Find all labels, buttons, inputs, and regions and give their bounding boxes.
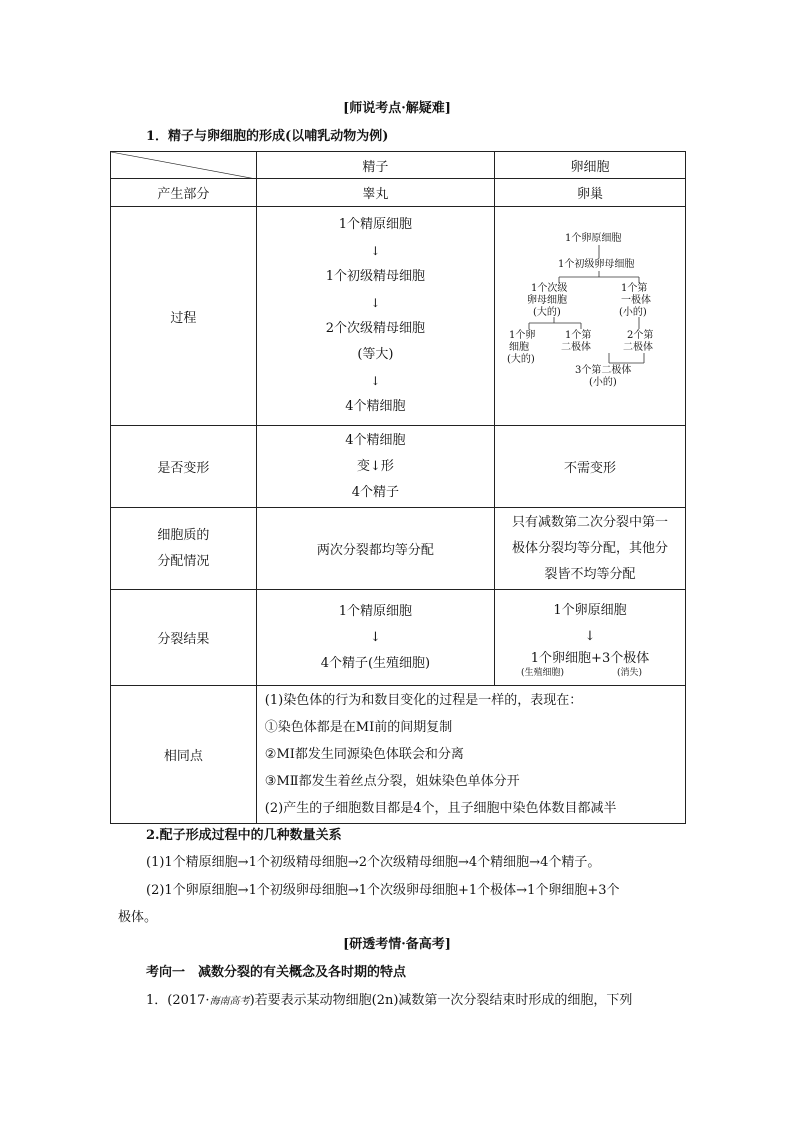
paragraph-2-cont: 极体。 <box>118 910 158 925</box>
node-second-polar-body-1b: 二极体 <box>561 342 591 353</box>
sub-note: (生殖细胞) <box>521 667 565 678</box>
node-egg-cell-2: 细胞 <box>509 342 529 353</box>
oogenesis-diagram <box>499 231 699 401</box>
cell-egg: 卵巢 <box>495 179 686 207</box>
table-header-row <box>111 152 686 179</box>
cell-egg-result <box>495 590 686 686</box>
row-label: 相同点 <box>111 686 257 824</box>
node-first-polar-body-2: 一极体 <box>621 295 651 306</box>
node-three-polar-bodies: 3个第二极体 <box>575 365 632 376</box>
step-sub <box>499 668 681 678</box>
heading-2: 2.配子形成过程中的几种数量关系 <box>146 828 342 843</box>
common-line: ②MⅠ都发生同源染色体联会和分离 <box>264 747 464 762</box>
row-label <box>111 508 257 590</box>
table-row <box>111 590 686 686</box>
cell-sperm-deform <box>256 426 494 508</box>
col-header-sperm: 精子 <box>256 152 494 179</box>
step: 4个精细胞 <box>345 432 406 448</box>
row-label: 分裂结果 <box>111 590 257 686</box>
sub-note: (消失) <box>617 667 643 678</box>
table-row <box>111 686 686 824</box>
table-row <box>111 426 686 508</box>
cell-sperm: 睾丸 <box>256 179 494 207</box>
common-line: (2)产生的子细胞数目都是4个，且子细胞中染色体数目都减半 <box>264 801 617 816</box>
node-secondary-oocyte-2: 卵母细胞 <box>527 295 567 306</box>
row-label-line: 分配情况 <box>157 553 210 569</box>
step: 1个卵细胞+3个极体 <box>530 650 650 666</box>
row-label: 是否变形 <box>111 426 257 508</box>
section-title-exam: [研透考情·备高考] <box>343 937 451 952</box>
common-line: ③MⅡ都发生着丝点分裂，姐妹染色单体分开 <box>264 774 520 789</box>
common-line: ①染色体都是在MⅠ前的间期复制 <box>264 720 453 735</box>
paragraph-2: (2)1个卵原细胞→1个初级卵母细胞→1个次级卵母细胞+1个极体→1个卵细胞+3个 <box>146 883 620 898</box>
step: 1个精原细胞 <box>338 217 413 232</box>
direction-heading: 考向一 减数分裂的有关概念及各时期的特点 <box>146 965 407 980</box>
cell-common <box>256 686 685 824</box>
question-text: )若要表示某动物细胞(2n)减数第一次分裂结束时形成的细胞，下列 <box>249 993 633 1008</box>
table-row <box>111 207 686 426</box>
diagonal-corner-cell <box>111 152 257 179</box>
cell-line: 只有减数第二次分裂中第一 <box>511 514 668 530</box>
node-secondary-oocyte-3: (大的) <box>533 307 561 318</box>
arrow: ↓ <box>370 296 381 310</box>
node-primary-oocyte: 1个初级卵母细胞 <box>558 259 635 270</box>
cell-sperm-cytoplasm: 两次分裂都均等分配 <box>256 508 494 590</box>
question-source: 海南高考 <box>209 996 250 1007</box>
node-three-polar-bodies-2: (小的) <box>589 377 617 388</box>
cell-egg-deform: 不需变形 <box>495 426 686 508</box>
cell-sperm-result <box>256 590 494 686</box>
cell-egg-process <box>495 207 686 426</box>
question-prefix: 1．(2017· <box>146 993 210 1008</box>
arrow: ↓ <box>370 244 381 258</box>
col-header-egg: 卵细胞 <box>495 152 686 179</box>
node-second-polar-body-2b: 二极体 <box>623 342 653 353</box>
row-label: 产生部分 <box>111 179 257 207</box>
step-arrow: 变↓形 <box>356 458 394 474</box>
arrow: ↓ <box>584 628 596 644</box>
arrow: ↓ <box>370 374 381 388</box>
node-egg-cell-3: (大的) <box>507 354 535 365</box>
step: 4个精子 <box>351 484 400 500</box>
paragraph-1: (1)1个精原细胞→1个初级精母细胞→2个次级精母细胞→4个精细胞→4个精子。 <box>146 855 601 870</box>
common-line: (1)染色体的行为和数目变化的过程是一样的，表现在： <box>264 693 583 708</box>
step-note: (等大) <box>357 347 394 362</box>
step: 2个次级精母细胞 <box>325 321 426 336</box>
node-first-polar-body-3: (小的) <box>619 307 647 318</box>
step: 1个卵原细胞 <box>553 602 627 618</box>
diagonal-line <box>111 152 256 179</box>
cell-egg-cytoplasm <box>495 508 686 590</box>
comparison-table <box>110 151 686 824</box>
table-row <box>111 508 686 590</box>
node-oogonium: 1个卵原细胞 <box>565 233 622 244</box>
question-1 <box>146 989 632 1008</box>
row-label-line: 细胞质的 <box>157 527 210 543</box>
section-title-teacher: [师说考点·解疑难] <box>343 101 451 116</box>
table-row <box>111 179 686 207</box>
node-first-polar-body: 1个第 <box>621 283 648 294</box>
step: 4个精细胞 <box>345 399 406 414</box>
step: 1个精原细胞 <box>338 603 413 619</box>
cell-line: 极体分裂均等分配，其他分 <box>511 540 668 556</box>
cell-line: 裂皆不均等分配 <box>544 566 636 582</box>
node-second-polar-body-1: 1个第 <box>565 330 592 341</box>
cell-sperm-process <box>256 207 494 426</box>
node-second-polar-body-2: 2个第 <box>627 330 654 341</box>
node-secondary-oocyte: 1个次级 <box>531 283 568 294</box>
step: 1个初级精母细胞 <box>325 269 426 284</box>
node-egg-cell: 1个卵 <box>509 330 536 341</box>
row-label: 过程 <box>111 207 257 426</box>
arrow: ↓ <box>369 629 381 645</box>
step: 4个精子(生殖细胞) <box>320 655 431 671</box>
heading-1: 1．精子与卵细胞的形成(以哺乳动物为例) <box>146 129 389 144</box>
